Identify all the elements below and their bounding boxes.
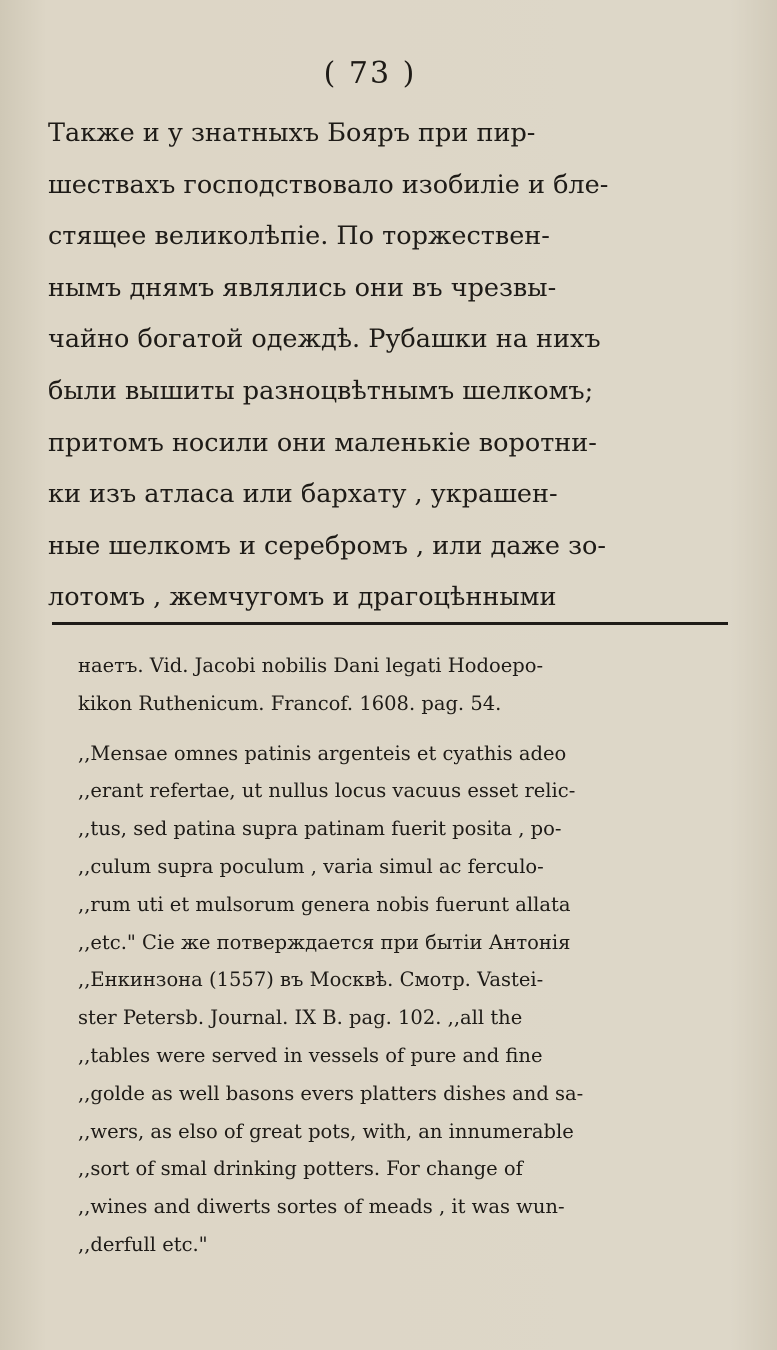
main-line-8: ки изъ атласа или бархату , украшен- <box>48 479 558 510</box>
footnote-line-11: ,,tables were served in vessels of pure and fine <box>78 1043 543 1067</box>
footnote-divider <box>52 622 728 625</box>
page-number: ( 73 ) <box>323 56 417 91</box>
main-line-3: стящее великолѣпіе. По торжествен- <box>48 221 550 252</box>
footnote-line-1: наетъ. Vid. Jacobi nobilis Dani legati Hodoepo- <box>78 654 544 677</box>
footnote-line-14: ,,sort of smal drinking potters. For change of <box>78 1157 523 1181</box>
main-line-1: Также и у знатныхъ Бояръ при пир- <box>48 118 536 148</box>
main-line-9: ные шелкомъ и серебромъ , или даже зо- <box>48 530 606 561</box>
footnote-block <box>78 652 738 1269</box>
footnote-line-6: ,,culum supra poculum , varia simul ac ferculo- <box>78 854 544 878</box>
footnote-line-9: ,,Енкинзона (1557) въ Москвѣ. Смотр. Vastei- <box>78 968 544 992</box>
footnote-line-12: ,,golde as well basons evers platters dishes and sa- <box>78 1081 584 1105</box>
footnote-line-10: ster Petersb. Journal. IX B. pag. 102. ,,all the <box>78 1006 523 1030</box>
footnote-line-16: ,,derfull etc." <box>78 1232 208 1256</box>
main-line-4: нымъ днямъ являлись они въ чрезвы- <box>48 272 557 303</box>
main-line-5: чайно богатой одеждѣ. Рубашки на нихъ <box>48 324 601 355</box>
footnote-line-4: ,,erant refertae, ut nullus locus vacuus esset relic- <box>78 779 576 803</box>
footnote-line-3: ,,Mensae omnes patinis argenteis et cyathis adeo <box>78 741 567 765</box>
main-line-2: шествахъ господствовало изобиліе и бле- <box>48 169 609 200</box>
footnote-line-2: kikon Ruthenicum. Francof. 1608. pag. 54. <box>78 691 502 715</box>
main-line-7: притомъ носили они маленькіе воротни- <box>48 427 597 458</box>
main-line-10: лотомъ , жемчугомъ и драгоцѣнными <box>48 582 557 613</box>
footnote-line-5: ,,tus, sed patina supra patinam fuerit posita , po- <box>78 817 562 841</box>
main-line-6: были вышиты разноцвѣтнымъ шелкомъ; <box>48 375 594 406</box>
footnote-line-13: ,,wers, as elso of great pots, with, an innumerable <box>78 1119 574 1143</box>
main-text-block <box>48 118 728 634</box>
footnote-line-15: ,,wines and diwerts sortes of meads , it was wun- <box>78 1195 565 1219</box>
footnote-line-7: ,,rum uti et mulsorum genera nobis fuerunt allata <box>78 892 571 916</box>
footnote-line-8: ,,etc." Сie же потверждается при бытiи Антонія <box>78 930 571 954</box>
